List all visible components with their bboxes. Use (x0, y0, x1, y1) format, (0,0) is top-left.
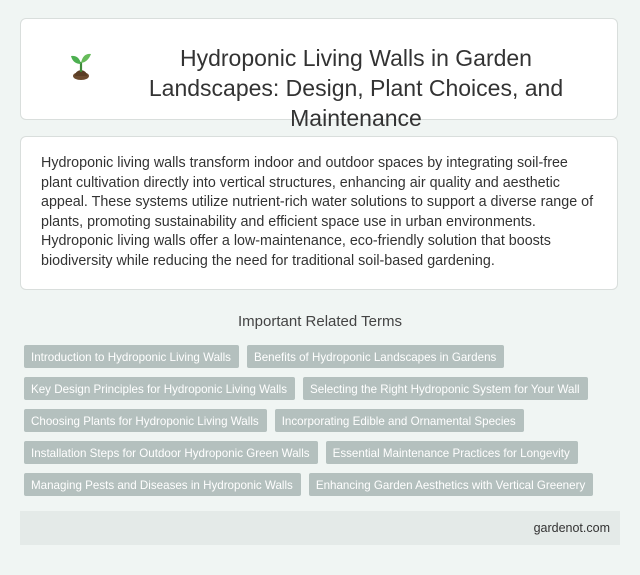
term-tag[interactable]: Enhancing Garden Aesthetics with Vertical Greenery (309, 473, 593, 496)
footer (20, 511, 620, 545)
page-title: Hydroponic Living Walls in Garden Landscapes: Design, Plant Choices, and Maintenance (148, 45, 564, 131)
header-inner (21, 19, 617, 133)
intro-card (20, 136, 618, 290)
related-terms-heading: Important Related Terms (238, 313, 402, 330)
term-tag[interactable]: Introduction to Hydroponic Living Walls (24, 345, 239, 368)
footer-site-link[interactable]: gardenot.com (533, 521, 610, 535)
term-tag[interactable]: Installation Steps for Outdoor Hydroponic Green Walls (24, 441, 318, 464)
term-tag[interactable]: Choosing Plants for Hydroponic Living Walls (24, 409, 267, 432)
seedling-icon (61, 43, 101, 83)
header-card (20, 18, 618, 131)
term-tag[interactable]: Key Design Principles for Hydroponic Living Walls (24, 377, 295, 400)
term-tag[interactable]: Selecting the Right Hydroponic System for Your Wall (303, 377, 588, 400)
term-tag[interactable]: Managing Pests and Diseases in Hydroponic Walls (24, 473, 301, 496)
term-tag[interactable]: Benefits of Hydroponic Landscapes in Gardens (247, 345, 504, 368)
intro-paragraph: Hydroponic living walls transform indoor and outdoor spaces by integrating soil-free plant cultivation directly into vertical structures, enhancing air quality and aesthetic appeal. These systems utilize nutrient-rich water solutions to support a diverse range of plants, promoting sustainability and efficient space use in urban environments. Hydroponic living walls offer a low-maintenance, eco-friendly solution that boosts biodiversity while reducing the need for traditional soil-based gardening. (41, 155, 594, 269)
related-terms-list (24, 345, 624, 496)
term-tag[interactable]: Incorporating Edible and Ornamental Species (275, 409, 524, 432)
term-tag[interactable]: Essential Maintenance Practices for Longevity (326, 441, 578, 464)
